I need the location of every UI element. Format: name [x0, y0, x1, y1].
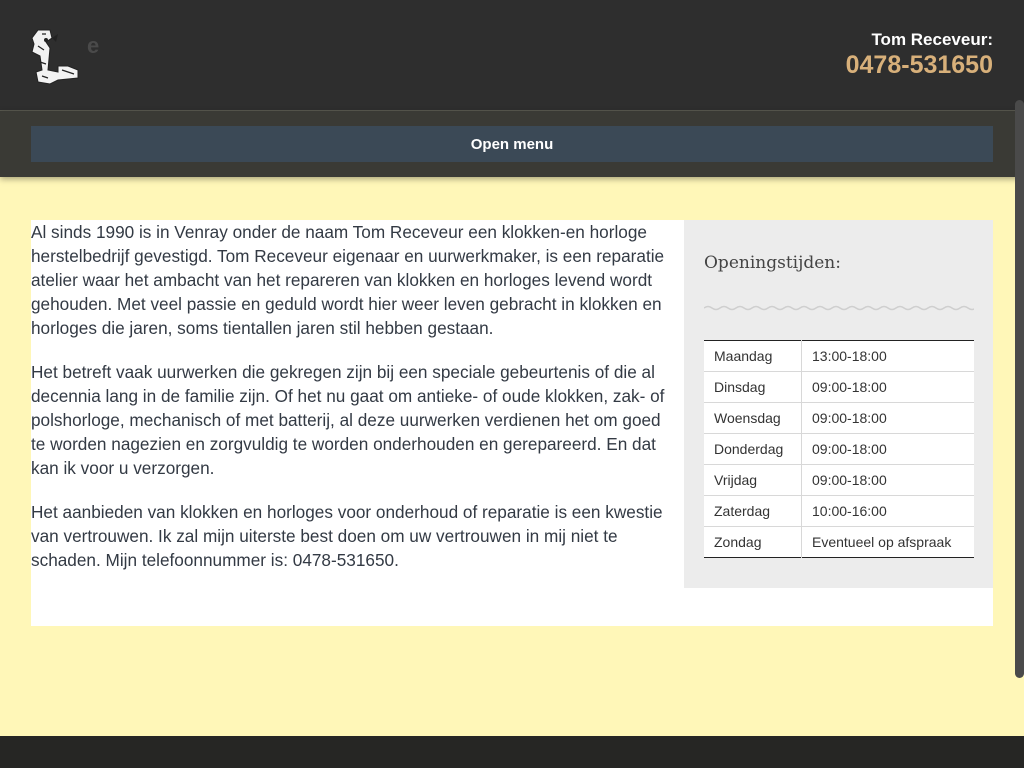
table-row: [704, 465, 974, 496]
contact-block: [846, 30, 993, 79]
logo[interactable]: [28, 26, 84, 86]
time-cell: 10:00-16:00: [802, 496, 975, 527]
site-header: [0, 0, 1024, 111]
day-cell: Donderdag: [704, 434, 802, 465]
time-cell: 09:00-18:00: [802, 372, 975, 403]
time-cell: 13:00-18:00: [802, 341, 975, 372]
wave-divider: [704, 304, 974, 312]
table-row: [704, 496, 974, 527]
time-cell: Eventueel op afspraak: [812, 534, 952, 550]
contact-name: Tom Receveur:: [871, 30, 993, 49]
paragraph: Al sinds 1990 is in Venray onder de naam Tom Receveur een klokken-en horloge herstelbedrijf gevestigd. Tom Receveur eigenaar en uurwerkmaker, is een reparatie atelier waar het ambacht van het repareren van klokken en horloges levend wordt gehouden. Met veel passie en geduld wordt hier weer leven gebracht in klokken en horloges die jaren, soms tientallen jaren stil hebben gestaan.: [31, 222, 665, 338]
main-content: [31, 220, 993, 626]
day-cell: Vrijdag: [704, 465, 802, 496]
paragraph: Het aanbieden van klokken en horloges voor onderhoud of reparatie is een kwestie van vertrouwen. Ik zal mijn uiterste best doen om uw vertrouwen in mij niet te schaden. Mijn telefoonnummer is: 0478-531650.: [31, 502, 663, 570]
table-row: [704, 434, 974, 465]
table-row: [704, 403, 974, 434]
opening-hours-title: Openingstijden:: [704, 253, 841, 273]
navigation-bar: [0, 111, 1024, 177]
site-footer: [0, 736, 1024, 768]
table-row: [704, 372, 974, 403]
open-menu-button[interactable]: Open menu: [31, 126, 993, 162]
day-cell: Dinsdag: [704, 372, 802, 403]
day-cell: Zaterdag: [704, 496, 802, 527]
pendulum-clock-logo-icon: [28, 26, 84, 86]
time-cell: 09:00-18:00: [802, 403, 975, 434]
day-cell: Maandag: [704, 341, 802, 372]
opening-hours-table: [704, 340, 974, 558]
opening-hours-panel: [684, 220, 993, 588]
intro-text: [31, 220, 671, 592]
table-row: [704, 527, 974, 558]
paragraph: Het betreft vaak uurwerken die gekregen zijn bij een speciale gebeurtenis of die al decennia lang in de familie zijn. Of het nu gaat om antieke- of oude klokken, zak- of polshorloge, mechanisch of met batterij, al deze uurwerken verdienen het om goed te worden nagezien en zorgvuldig te worden onderhouden en gerepareerd. En dat kan ik voor u verzorgen.: [31, 362, 665, 478]
logo-letter: e: [87, 33, 100, 58]
contact-phone[interactable]: 0478-531650: [845, 51, 993, 79]
time-cell: 09:00-18:00: [802, 434, 975, 465]
day-cell: Woensdag: [704, 403, 802, 434]
time-cell: 09:00-18:00: [802, 465, 975, 496]
day-cell: Zondag: [704, 527, 802, 558]
scrollbar[interactable]: [1015, 100, 1024, 678]
table-row: [704, 341, 974, 372]
